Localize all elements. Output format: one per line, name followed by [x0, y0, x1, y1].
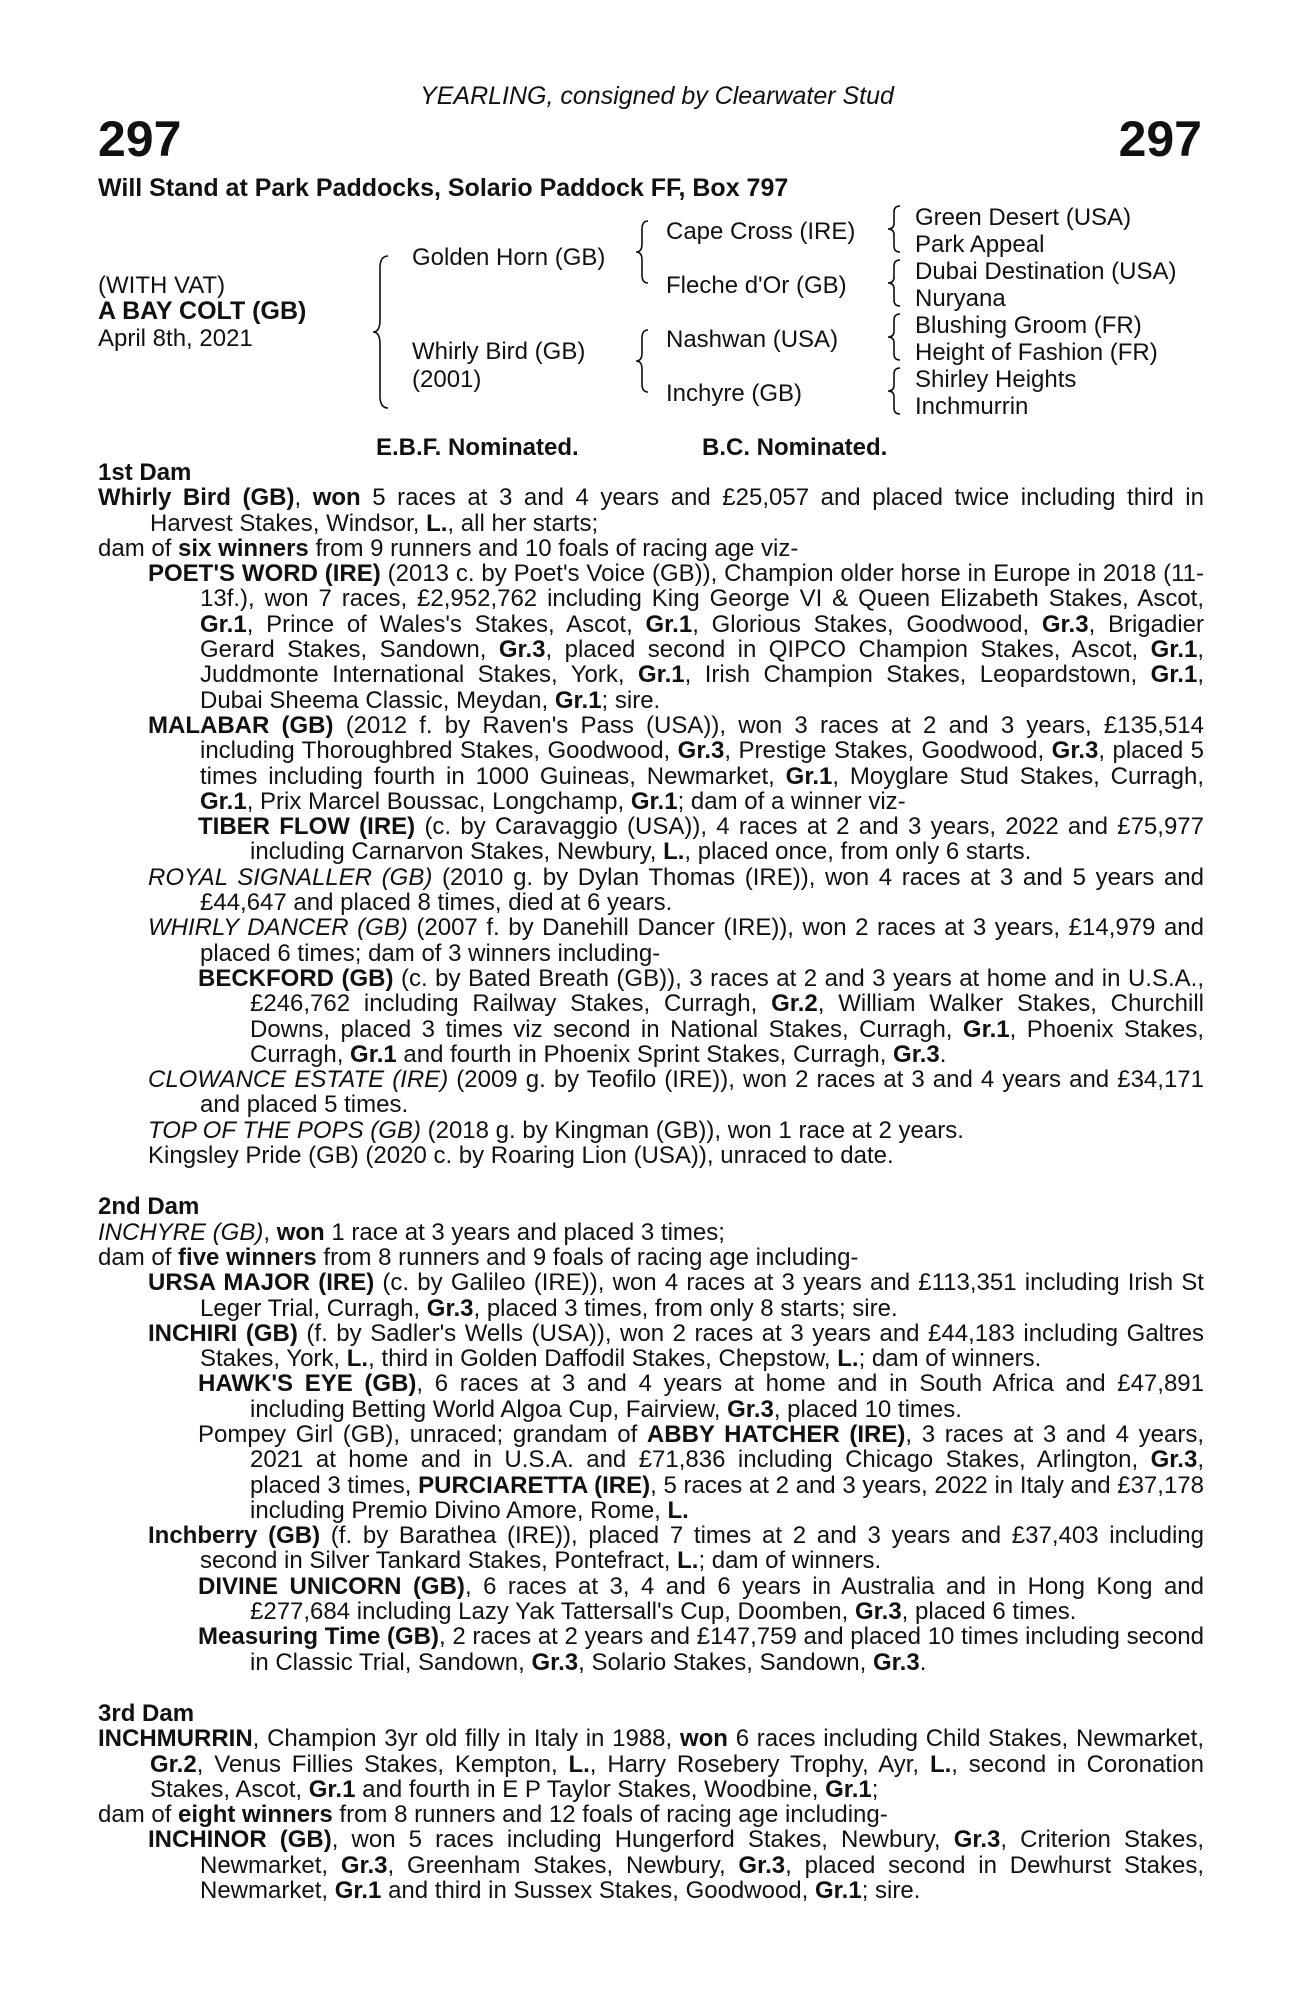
text-run: Inchberry (GB) — [148, 1522, 321, 1550]
text-run: six winners — [178, 534, 309, 562]
g3-5: Blushing Groom (FR) — [915, 312, 1142, 339]
text-run: Kingsley Pride (GB) (2020 c. by Roaring Lion (USA)), unraced to date. — [148, 1142, 894, 1170]
dam-intro — [98, 1220, 1204, 1245]
text-run: Gr.3 — [854, 1598, 902, 1626]
produce-entry — [98, 1067, 1204, 1118]
text-run: INCHMURRIN — [98, 1725, 253, 1753]
dam-produce-summary — [98, 1802, 1204, 1827]
section-heading: 1st Dam — [98, 459, 192, 486]
text-run: Gr.1 — [645, 610, 693, 638]
g3-8: Inchmurrin — [915, 393, 1029, 420]
g3-2: Park Appeal — [915, 231, 1045, 258]
text-run: Gr.3 — [738, 1851, 786, 1879]
text-run: (2009 g. by Teofilo (IRE)), won 2 races at 3 and 4 years and £34,171 and placed 5 times. — [200, 1066, 1204, 1119]
text-run: TIBER FLOW (IRE) — [198, 813, 416, 841]
text-run: , placed once, from only 6 starts. — [684, 838, 1032, 866]
text-run: PURCIARETTA (IRE) — [418, 1471, 651, 1499]
text-run: , — [294, 484, 313, 512]
text-run: Gr.1 — [1150, 661, 1198, 689]
text-run: L. — [837, 1345, 859, 1373]
brace-g3-2 — [886, 258, 904, 308]
text-run: L. — [929, 1750, 952, 1778]
text-run: Gr.2 — [771, 990, 818, 1018]
produce-list — [98, 1827, 1204, 1903]
foaling-date: April 8th, 2021 — [98, 325, 253, 352]
text-run: , 5 races at 2 and 3 years, 2022 in Italy and £37,178 including Premio Divino Amore, Rome, — [250, 1471, 1204, 1524]
produce-entry — [98, 561, 1204, 713]
text-run: ; dam of winners. — [698, 1547, 882, 1575]
text-run: , William Walker Stakes, Churchill Downs, placed 3 times viz second in National Stakes, Curragh, — [250, 990, 1204, 1043]
brace-g3-4 — [886, 366, 904, 416]
text-run: (2012 f. by Raven's Pass (USA)), won 3 races at 2 and 3 years, £135,514 including Thoroughbred Stakes, Goodwood, — [200, 711, 1205, 765]
text-run: five winners — [178, 1243, 317, 1271]
consignment-line: YEARLING, consigned by Clearwater Stud — [420, 82, 894, 110]
text-run: , Criterion Stakes, Newmarket, — [200, 1826, 1204, 1879]
text-run: Gr.3 — [677, 737, 725, 765]
dam-intro — [98, 1726, 1204, 1802]
text-run: Gr.3 — [531, 1648, 579, 1676]
g3-3: Dubai Destination (USA) — [915, 258, 1177, 285]
text-run: , placed 6 times. — [901, 1598, 1077, 1626]
g3-1: Green Desert (USA) — [915, 204, 1132, 231]
text-run: . — [939, 1040, 947, 1068]
text-run: , Irish Champion Stakes, Leopardstown, — [684, 661, 1151, 689]
text-run: L. — [426, 509, 448, 537]
text-run: 5 races at 3 and 4 years and £25,057 and placed twice including third in Harvest Stakes, Windsor, — [150, 484, 1204, 537]
text-run: TOP OF THE POPS (GB) — [148, 1116, 421, 1144]
text-run: from 8 runners and 12 foals of racing age including- — [332, 1801, 888, 1829]
catalogue-body — [98, 460, 1204, 1903]
text-run: won — [312, 484, 361, 512]
text-run: Gr.1 — [785, 762, 833, 790]
text-run: Gr.1 — [630, 787, 678, 815]
first-dam-section — [98, 460, 1204, 1168]
text-run: (2018 g. by Kingman (GB)), won 1 race at 2 years. — [420, 1116, 964, 1144]
text-run: Gr.3 — [953, 1826, 1001, 1854]
text-run: L. — [667, 1496, 689, 1524]
produce-entry — [98, 915, 1204, 966]
text-run: , Brigadier Gerard Stakes, Sandown, — [200, 610, 1205, 664]
vat-note: (WITH VAT) — [98, 272, 226, 299]
text-run: , Champion 3yr old filly in Italy in 1988, — [252, 1725, 680, 1753]
grand-produce-entry — [98, 1574, 1204, 1625]
text-run: won — [276, 1218, 325, 1246]
grand-produce-entry — [98, 966, 1204, 1067]
text-run: , all her starts; — [447, 509, 599, 537]
text-run: and fourth in Phoenix Sprint Stakes, Curragh, — [396, 1040, 894, 1068]
grand-produce-entry — [98, 814, 1204, 865]
text-run: ABBY HATCHER (IRE) — [646, 1420, 906, 1448]
text-run: ; sire. — [861, 1877, 921, 1905]
text-run: , placed 3 times, — [250, 1446, 1204, 1499]
text-run: (c. by Bated Breath (GB)), 3 races at 2 and 3 years at home and in U.S.A., £246,762 including Railway Stakes, Curragh, — [250, 964, 1204, 1018]
text-run: from 9 runners and 10 foals of racing age viz- — [308, 534, 799, 562]
second-dam-section — [98, 1194, 1204, 1675]
text-run: Whirly Bird (GB) — [98, 484, 295, 512]
lot-number-left: 297 — [98, 111, 182, 167]
text-run: L. — [346, 1345, 369, 1373]
text-run: , third in Golden Daffodil Stakes, Chepstow, — [368, 1345, 838, 1373]
text-run: INCHIRI (GB) — [148, 1319, 298, 1347]
text-run: , second in Coronation Stakes, Ascot, — [150, 1750, 1204, 1803]
text-run: won — [679, 1725, 728, 1753]
text-run: , 6 races at 3 and 4 years at home and in South Africa and £47,891 including Betting World Algoa Cup, Fairview, — [250, 1370, 1204, 1423]
text-run: , Prestige Stakes, Goodwood, — [724, 737, 1052, 765]
text-run: Gr.1 — [334, 1877, 382, 1905]
text-run: Gr.3 — [498, 636, 546, 664]
grand-produce-entry — [98, 1624, 1204, 1675]
text-run: (2013 c. by Poet's Voice (GB)), Champion older horse in Europe in 2018 (11-13f.), won 7 races, £2,952,762 including King George VI & Queen Elizabeth Stakes, Ascot, — [200, 560, 1205, 613]
text-run: Gr.3 — [1150, 1446, 1198, 1474]
grand-produce-entry — [98, 1371, 1204, 1422]
ebf-nomination: E.B.F. Nominated. — [376, 434, 579, 461]
text-run: , placed 3 times, from only 8 starts; sire. — [473, 1294, 898, 1322]
text-run: , placed 5 times including fourth in 1000 Guineas, Newmarket, — [200, 737, 1204, 790]
text-run: , Juddmonte International Stakes, York, — [200, 636, 1205, 689]
sire-dam: Fleche d'Or (GB) — [666, 272, 847, 299]
text-run: and fourth in E P Taylor Stakes, Woodbine, — [355, 1775, 826, 1803]
text-run: , Venus Fillies Stakes, Kempton, — [196, 1750, 569, 1778]
text-run: (f. by Barathea (IRE)), placed 7 times at 2 and 3 years and £37,403 including second in Silver Tankard Stakes, Pontefract, — [200, 1522, 1204, 1575]
text-run: L. — [568, 1750, 590, 1778]
text-run: (2007 f. by Danehill Dancer (IRE)), won 2 races at 3 years, £14,979 and placed 6 times; dam of 3 winners including- — [200, 914, 1205, 967]
third-dam-section — [98, 1701, 1204, 1903]
text-run: Gr.3 — [727, 1395, 774, 1423]
text-run: (c. by Galileo (IRE)), won 4 races at 3 years and £113,351 including Irish St Leger Trial, Curragh, — [200, 1269, 1204, 1322]
text-run: (f. by Sadler's Wells (USA)), won 2 races at 3 years and £44,183 including Galtres Stakes, York, — [200, 1319, 1205, 1373]
text-run: POET'S WORD (IRE) — [148, 560, 381, 588]
dam-dam: Inchyre (GB) — [666, 380, 803, 407]
text-run: ; — [871, 1775, 879, 1803]
text-run: , Solario Stakes, Sandown, — [578, 1648, 873, 1676]
brace-main — [372, 254, 392, 410]
produce-entry — [98, 865, 1204, 916]
text-run: . — [919, 1648, 927, 1676]
text-run: Gr.1 — [200, 787, 247, 815]
text-run: Gr.1 — [554, 686, 602, 714]
produce-entry — [98, 1118, 1204, 1143]
section-heading: 3rd Dam — [98, 1699, 195, 1727]
text-run: HAWK'S EYE (GB) — [198, 1370, 417, 1398]
text-run: Gr.1 — [962, 1015, 1010, 1043]
text-run: ; sire. — [601, 686, 661, 714]
text-run: BECKFORD (GB) — [198, 964, 394, 992]
text-run: Gr.3 — [1051, 737, 1099, 765]
text-run: dam of — [98, 534, 179, 562]
text-run: INCHINOR (GB) — [148, 1826, 332, 1854]
text-run: Gr.1 — [637, 661, 685, 689]
text-run: , — [263, 1218, 277, 1246]
produce-list — [98, 561, 1204, 1168]
text-run: L. — [663, 838, 685, 866]
text-run: , Moyglare Stud Stakes, Curragh, — [832, 762, 1204, 790]
text-run: WHIRLY DANCER (GB) — [148, 914, 408, 942]
text-run: Gr.3 — [340, 1851, 388, 1879]
text-run: , placed second in QIPCO Champion Stakes, Ascot, — [545, 636, 1151, 664]
text-run: eight winners — [178, 1801, 333, 1829]
stand-location: Will Stand at Park Paddocks, Solario Paddock FF, Box 797 — [98, 174, 789, 202]
produce-entry — [98, 1827, 1204, 1903]
text-run: DIVINE UNICORN (GB) — [198, 1572, 465, 1600]
dam: Whirly Bird (GB) — [412, 338, 586, 365]
dam-produce-summary — [98, 1245, 1204, 1270]
dam-year: (2001) — [412, 366, 482, 393]
text-run: , placed second in Dewhurst Stakes, Newmarket, — [200, 1851, 1204, 1905]
text-run: Pompey Girl (GB), unraced; grandam of — [198, 1420, 647, 1448]
lot-number-right: 297 — [1118, 111, 1202, 167]
produce-entry — [98, 1523, 1204, 1574]
text-run: ROYAL SIGNALLER (GB) — [148, 863, 433, 891]
text-run: dam of — [98, 1243, 179, 1271]
text-run: (c. by Caravaggio (USA)), 4 races at 2 and 3 years, 2022 and £75,977 including Carnarvon Stakes, Newbury, — [250, 813, 1204, 866]
section-heading: 2nd Dam — [98, 1193, 200, 1221]
text-run: dam of — [98, 1801, 179, 1829]
text-run: , Greenham Stakes, Newbury, — [387, 1851, 739, 1879]
g3-6: Height of Fashion (FR) — [915, 339, 1158, 366]
dam-sire: Nashwan (USA) — [666, 326, 839, 353]
text-run: (2010 g. by Dylan Thomas (IRE)), won 4 races at 3 and 5 years and £44,647 and placed 8 times, died at 6 years. — [200, 863, 1204, 917]
dam-intro — [98, 485, 1204, 536]
dam-produce-summary — [98, 536, 1204, 561]
text-run: L. — [677, 1547, 699, 1575]
text-run: URSA MAJOR (IRE) — [148, 1269, 375, 1297]
text-run: Gr.1 — [825, 1775, 872, 1803]
text-run: and third in Sussex Stakes, Goodwood, — [381, 1877, 815, 1905]
text-run: , Prix Marcel Boussac, Longchamp, — [246, 787, 631, 815]
horse-name: A BAY COLT (GB) — [98, 297, 307, 325]
text-run: Gr.3 — [1041, 610, 1089, 638]
text-run: 6 races including Child Stakes, Newmarket, — [727, 1725, 1204, 1753]
text-run: INCHYRE (GB) — [98, 1218, 264, 1246]
text-run: , won 5 races including Hungerford Stakes, Newbury, — [331, 1826, 954, 1854]
text-run: , 6 races at 3, 4 and 6 years in Australia and in Hong Kong and £277,684 including Lazy Yak Tattersall's Cup, Doomben, — [250, 1572, 1204, 1626]
text-run: Gr.2 — [150, 1750, 197, 1778]
text-run: ; dam of winners. — [858, 1345, 1042, 1373]
text-run: Gr.3 — [426, 1294, 474, 1322]
grand-produce-entry — [98, 1422, 1204, 1523]
text-run: , Glorious Stakes, Goodwood, — [692, 610, 1042, 638]
text-run: , 3 races at 3 and 4 years, 2021 at home and in U.S.A. and £71,836 including Chicago Stakes, Arlington, — [250, 1420, 1204, 1474]
g3-4: Nuryana — [915, 285, 1006, 312]
produce-entry — [98, 1321, 1204, 1372]
text-run: MALABAR (GB) — [148, 711, 334, 739]
produce-entry — [98, 1143, 1204, 1168]
text-run: , Dubai Sheema Classic, Meydan, — [200, 661, 1204, 714]
text-run: CLOWANCE ESTATE (IRE) — [148, 1066, 449, 1094]
text-run: Gr.1 — [1150, 636, 1198, 664]
text-run: Gr.1 — [815, 1877, 862, 1905]
text-run: from 8 runners and 9 foals of racing age including- — [316, 1243, 859, 1271]
text-run: , placed 10 times. — [773, 1395, 962, 1423]
text-run: 1 race at 3 years and placed 3 times; — [324, 1218, 725, 1246]
brace-g3-3 — [886, 312, 904, 362]
sire: Golden Horn (GB) — [412, 244, 606, 271]
text-run: Gr.3 — [873, 1648, 920, 1676]
sire-sire: Cape Cross (IRE) — [666, 218, 856, 245]
text-run: Gr.1 — [308, 1775, 356, 1803]
text-run: ; dam of a winner viz- — [677, 787, 906, 815]
text-run: , Phoenix Stakes, Curragh, — [250, 1015, 1204, 1068]
text-run: , 2 races at 2 years and £147,759 and placed 10 times including second in Classic Trial, Sandown, — [250, 1623, 1204, 1676]
brace-g3-1 — [886, 204, 904, 254]
produce-entry — [98, 713, 1204, 814]
text-run: Gr.1 — [350, 1040, 397, 1068]
brace-dam — [634, 328, 652, 394]
bc-nomination: B.C. Nominated. — [702, 434, 888, 461]
brace-sire — [634, 219, 652, 285]
text-run: Gr.1 — [200, 610, 247, 638]
produce-entry — [98, 1270, 1204, 1321]
text-run: Measuring Time (GB) — [198, 1623, 439, 1651]
produce-list — [98, 1270, 1204, 1675]
text-run: , Prince of Wales's Stakes, Ascot, — [246, 610, 646, 638]
g3-7: Shirley Heights — [915, 366, 1077, 393]
text-run: Gr.3 — [893, 1040, 940, 1068]
text-run: , Harry Rosebery Trophy, Ayr, — [589, 1750, 930, 1778]
